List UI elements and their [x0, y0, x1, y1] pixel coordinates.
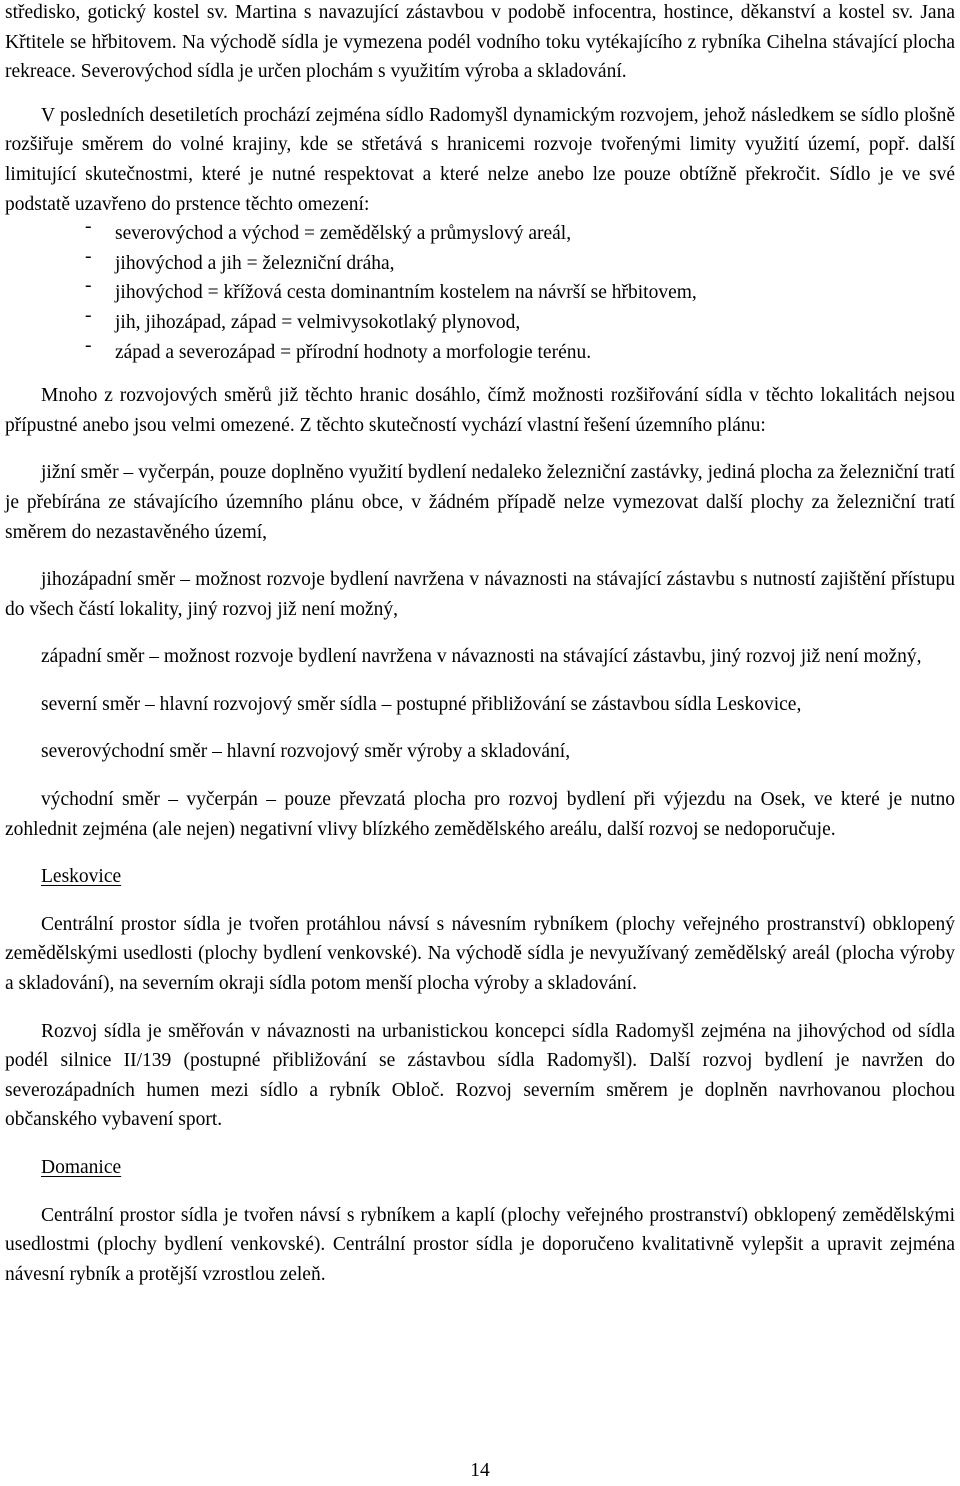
list-item: - severovýchod a východ = zemědělský a průmyslový areál,	[5, 219, 955, 249]
paragraph-leskovice-center: Centrální prostor sídla je tvořen protáhlou návsí s návesním rybníkem (plochy veřejného prostranství) obklopený zemědělskými usedlosti (plochy bydlení venkovské). Na východě sídla je nevyužívaný zemědělský areál (plocha výroby a skladování), na severním okraji sídla potom menší plocha výroby a skladování.	[5, 913, 955, 995]
paragraph-north-direction: severní směr – hlavní rozvojový směr sídla – postupné přibližování se zástavbou sídla Leskovice,	[41, 693, 802, 715]
list-dash: -	[85, 245, 92, 267]
paragraph-development: V posledních desetiletích prochází zejména sídlo Radomyšl dynamickým rozvojem, jehož následkem se sídlo plošně rozšiřuje směrem do volné krajiny, kde se střetává s hranicemi rozvoje tvořenými limity využití území, popř. další limitující skutečnostmi, které je nutné respektovat a které nelze anebo lze pouze obtížně překročit. Sídlo je ve své podstatě uzavřeno do prstence těchto omezení:	[5, 104, 955, 215]
page-number: 14	[470, 1460, 490, 1481]
paragraph-northeast-direction: severovýchodní směr – hlavní rozvojový směr výroby a skladování,	[41, 741, 571, 763]
paragraph-limits-reached: Mnoho z rozvojových směrů již těchto hranic dosáhlo, čímž možnosti rozšiřování sídla v těchto lokalitách nejsou přípustné anebo jsou velmi omezené. Z těchto skutečností vychází vlastní řešení územního plánu:	[5, 385, 955, 436]
list-item: - západ a severozápad = přírodní hodnoty a morfologie terénu.	[5, 338, 955, 368]
limits-list	[5, 216, 955, 367]
list-item: - jih, jihozápad, západ = velmivysokotlaký plynovod,	[5, 308, 955, 338]
list-dash: -	[85, 275, 92, 297]
paragraph-southwest-direction: jihozápadní směr – možnost rozvoje bydlení navržena v návaznosti na stávající zástavbu s nutností zajištění přístupu do všech částí lokality, jiný rozvoj již není možný,	[5, 569, 955, 620]
paragraph-west-direction: západní směr – možnost rozvoje bydlení navržena v návaznosti na stávající zástavbu, jiný rozvoj již není možný,	[41, 646, 922, 668]
paragraph-south-direction: jižní směr – vyčerpán, pouze doplněno využití bydlení nedaleko železniční zastávky, jediná plocha za železniční tratí je přebírána ze stávajícího územního plánu obce, v žádném případě nelze vymezovat další plochy za železniční tratí směrem do nezastavěného území,	[5, 462, 955, 543]
paragraph-east-direction: východní směr – vyčerpán – pouze převzatá plocha pro rozvoj bydlení při výjezdu na Osek, ve které je nutno zohlednit zejména (ale nejen) negativní vlivy blízkého zemědělského areálu, další rozvoj se nedoporučuje.	[5, 789, 955, 840]
section-heading-leskovice: Leskovice	[41, 866, 122, 888]
list-item: - jihovýchod = křížová cesta dominantním kostelem na návrší se hřbitovem,	[5, 278, 955, 308]
list-dash: -	[85, 334, 92, 356]
document-page	[5, 0, 955, 1289]
list-dash: -	[85, 304, 92, 326]
paragraph-intro-continued: středisko, gotický kostel sv. Martina s navazující zástavbou v podobě infocentra, hostince, děkanství a kostel sv. Jana Křtitele se hřbitovem. Na východě sídla je vymezena podél vodního toku vytékajícího z rybníka Cihelna stávající plocha rekreace. Severovýchod sídla je určen plochám s využitím výroba a skladování.	[5, 2, 955, 83]
paragraph-leskovice-development: Rozvoj sídla je směřován v návaznosti na urbanistickou koncepci sídla Radomyšl zejména na jihovýchod od sídla podél silnice II/139 (postupné přibližování se zástavbou sídla Radomyšl). Další rozvoj bydlení je navržen do severozápadních humen mezi sídlo a rybník Obloč. Rozvoj severním směrem je doplněn navrhovanou plochou občanského vybavení sport.	[5, 1020, 955, 1131]
paragraph-domanice-center: Centrální prostor sídla je tvořen návsí s rybníkem a kaplí (plochy veřejného prostranství) obklopený zemědělskými usedlostmi (plochy bydlení venkovské). Centrální prostor sídla je doporučeno kvalitativně vylepšit a upravit zejména návesní rybník a protější vzrostlou zeleň.	[5, 1204, 955, 1285]
list-item: - jihovýchod a jih = železniční dráha,	[5, 249, 955, 279]
section-heading-domanice: Domanice	[41, 1157, 122, 1178]
list-dash: -	[85, 216, 92, 238]
